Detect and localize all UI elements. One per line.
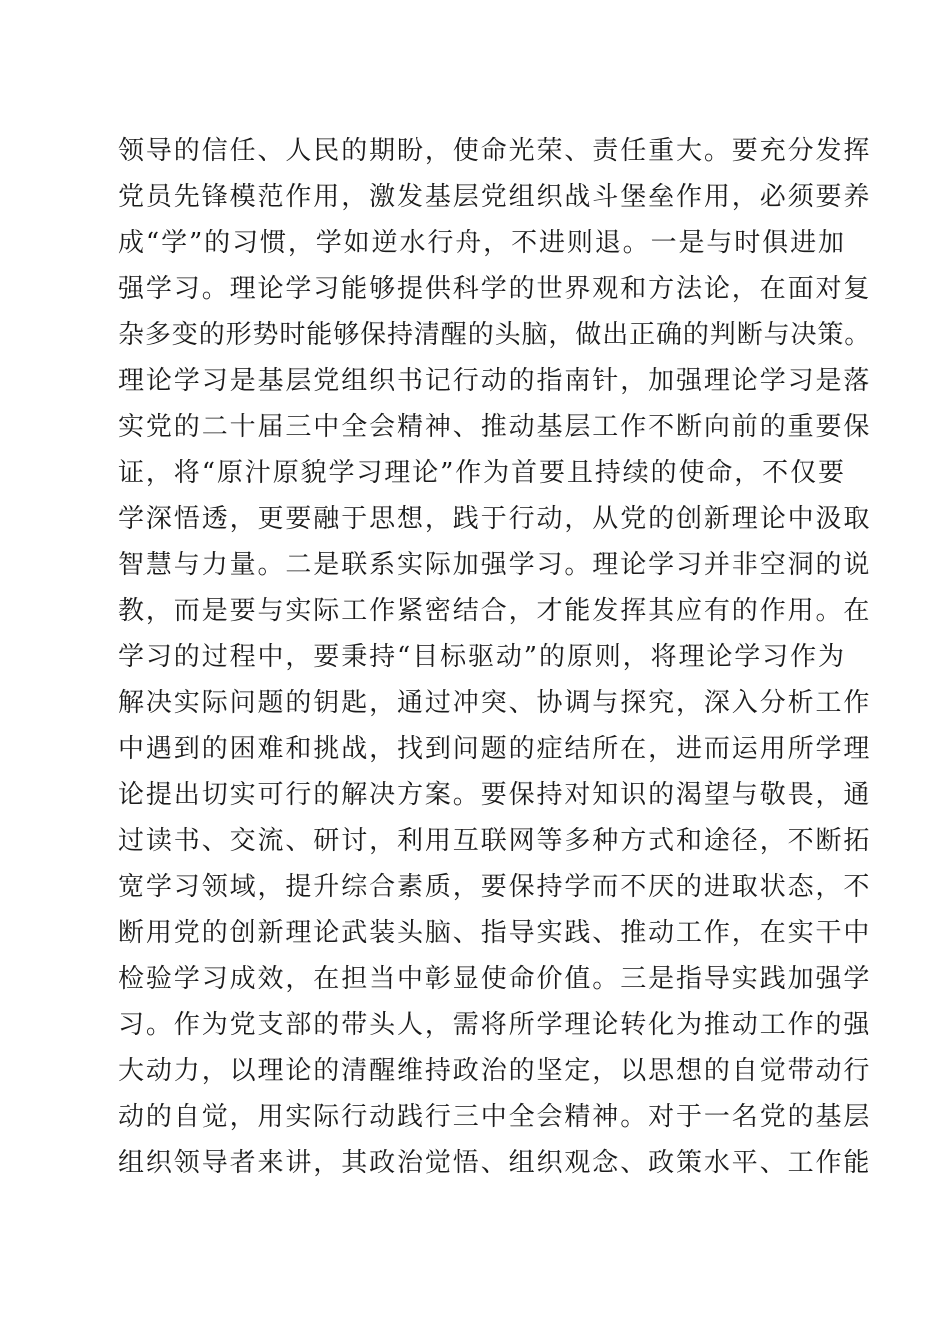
text-line: 杂多变的形势时能够保持清醒的头脑，做出正确的判断与决策。 [118,320,872,350]
text-line: 理论学习是基层党组织书记行动的指南针，加强理论学习是落 [118,366,872,396]
text-line: 宽学习领域，提升综合素质，要保持学而不厌的进取状态，不 [118,872,872,902]
text-line: 断用党的创新理论武装头脑、指导实践、推动工作，在实干中 [118,918,872,948]
text-line: 过读书、交流、研讨，利用互联网等多种方式和途径，不断拓 [118,826,872,856]
text-line: 学习的过程中，要秉持“目标驱动”的原则，将理论学习作为 [118,642,846,672]
text-line: 强学习。理论学习能够提供科学的世界观和方法论，在面对复 [118,274,872,304]
text-line: 领导的信任、人民的期盼，使命光荣、责任重大。要充分发挥 [118,136,872,166]
text-line: 党员先锋模范作用，激发基层党组织战斗堡垒作用，必须要养 [118,182,872,212]
text-line: 动的自觉，用实际行动践行三中全会精神。对于一名党的基层 [118,1102,872,1132]
text-line: 中遇到的困难和挑战，找到问题的症结所在，进而运用所学理 [118,734,872,764]
text-line: 实党的二十届三中全会精神、推动基层工作不断向前的重要保 [118,412,872,442]
text-line: 检验学习成效，在担当中彰显使命价值。三是指导实践加强学 [118,964,872,994]
text-line: 证，将“原汁原貌学习理论”作为首要且持续的使命，不仅要 [118,458,846,488]
text-line: 组织领导者来讲，其政治觉悟、组织观念、政策水平、工作能 [118,1148,872,1178]
text-line: 大动力，以理论的清醒维持政治的坚定，以思想的自觉带动行 [118,1056,872,1086]
text-line: 解决实际问题的钥匙，通过冲突、协调与探究，深入分析工作 [118,688,872,718]
text-line: 习。作为党支部的带头人，需将所学理论转化为推动工作的强 [118,1010,872,1040]
text-line: 论提出切实可行的解决方案。要保持对知识的渴望与敬畏，通 [118,780,872,810]
text-line: 教，而是要与实际工作紧密结合，才能发挥其应有的作用。在 [118,596,872,626]
text-line: 智慧与力量。二是联系实际加强学习。理论学习并非空洞的说 [118,550,872,580]
text-line: 学深悟透，更要融于思想，践于行动，从党的创新理论中汲取 [118,504,872,534]
body-text [118,128,872,1186]
text-line: 成“学”的习惯，学如逆水行舟，不进则退。一是与时俱进加 [118,228,846,258]
